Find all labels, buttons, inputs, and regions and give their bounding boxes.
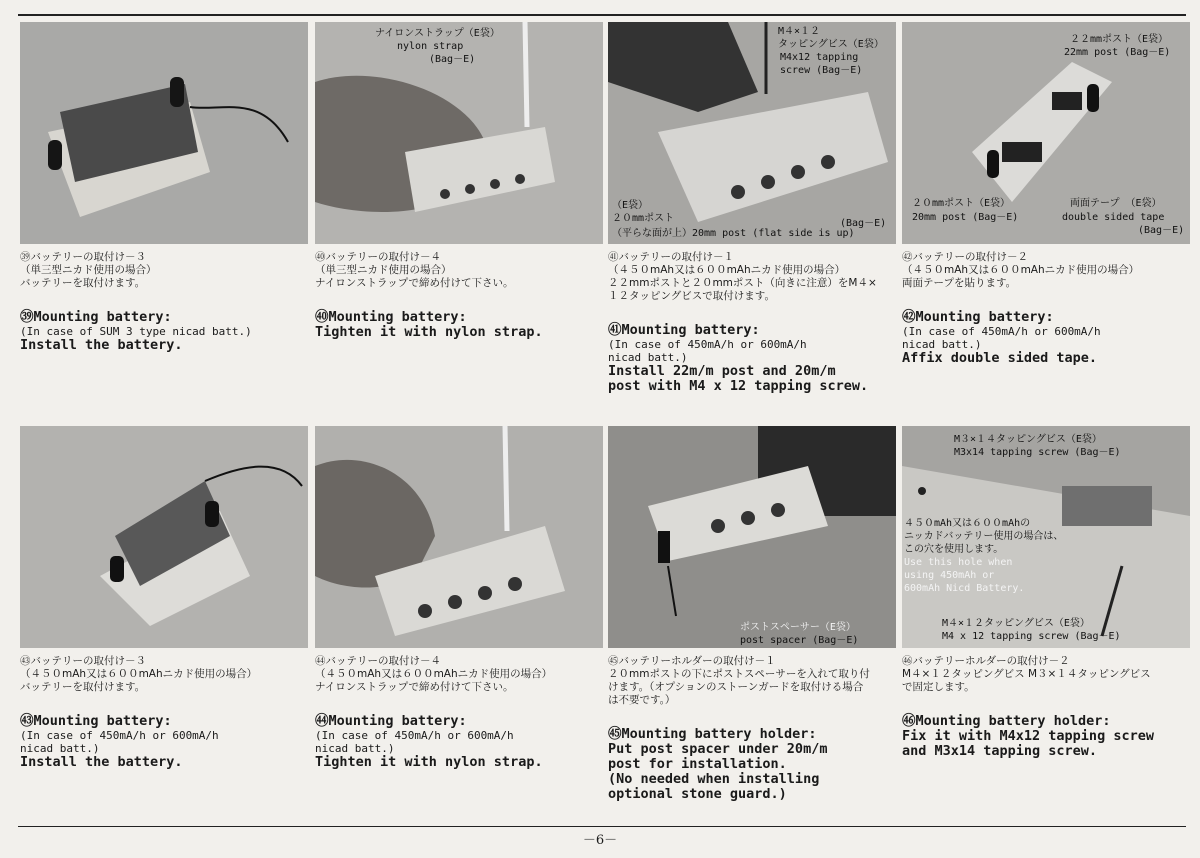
step-41-jp-text: ㊶バッテリーの取付け－１ （４５０mAh又は６００mAhニカド使用の場合） ２２mmポストと２０mmポスト（向きに注意）をM４× １２タッピングビスで取付けます。 [608, 251, 877, 302]
step-46-body: Fix it with M4x12 tapping screw and M3x14 tapping screw. [902, 728, 1154, 759]
step-43 [20, 426, 308, 770]
step-42-label-5: 両面テープ （E袋） [1070, 198, 1162, 209]
step-42 [902, 22, 1190, 366]
step-42-label-3: ２０mmポスト（E袋） [912, 198, 1011, 209]
step-41-note: (In case of 450mA/h or 600mA/h nicad batt.) [608, 338, 807, 364]
top-rule [18, 14, 1186, 16]
page-number: －6－ [582, 833, 618, 848]
step-41-label-4: screw (Bag－E) [780, 65, 863, 76]
step-46-label-9: M４×１２タッピングビス（E袋） [942, 618, 1090, 629]
step-43-jp-text: ㊸バッテリーの取付け－３ （４５０mAh又は６００mAhニカド使用の場合） バッテリーを取付けます。 [20, 655, 258, 693]
step-40-label-1: ナイロンストラップ（E袋） [375, 28, 500, 39]
chassis-spacer-photo [608, 426, 896, 648]
step-43-body: Install the battery. [20, 754, 183, 770]
step-40-label-2: nylon strap [397, 41, 464, 52]
step-40 [315, 22, 603, 340]
step-45-body: Put post spacer under 20m/m post for installation. (No needed when installing optional stone guard.) [608, 741, 828, 802]
step-45-title: ㊺Mounting battery holder: [608, 726, 817, 742]
step-39-photo [20, 22, 308, 244]
step-45-photo [608, 426, 896, 648]
step-43-note: (In case of 450mA/h or 600mA/h nicad batt.) [20, 729, 219, 755]
step-46-label-2: M3x14 tapping screw (Bag－E) [954, 447, 1121, 458]
step-40-body: Tighten it with nylon strap. [315, 324, 543, 340]
step-41-body: Install 22m/m post and 20m/m post with M4 x 12 tapping screw. [608, 363, 869, 394]
step-39 [20, 22, 308, 353]
step-42-body: Affix double sided tape. [902, 350, 1098, 366]
step-40-title: ㊵Mounting battery: [315, 309, 467, 325]
step-41-title: ㊶Mounting battery: [608, 322, 760, 338]
step-44-note: (In case of 450mA/h or 600mA/h nicad batt.) [315, 729, 514, 755]
step-40-label-3: (Bag－E) [429, 54, 476, 65]
step-45-label-1: ポストスペーサー（E袋） [740, 622, 856, 633]
step-39-title: ㊴Mounting battery: [20, 309, 172, 325]
step-42-title: ㊷Mounting battery: [902, 309, 1054, 325]
step-42-label-4: 20mm post (Bag－E) [912, 212, 1019, 223]
step-46 [902, 426, 1190, 759]
step-40-photo [315, 22, 603, 244]
step-41-label-7: （平らな面が上）20mm post (flat side is up) [612, 228, 855, 239]
step-45-jp-text: ㊺バッテリーホルダーの取付け－１ ２０mmポストの下にポストスペーサーを入れて取り付 けます。（オプションのストーンガードを取付ける場合 は不要です。） [608, 655, 870, 706]
step-44-jp-text: ㊹バッテリーの取付け－４ （４５０mAh又は６００mAhニカド使用の場合） ナイロンストラップで締め付けて下さい。 [315, 655, 553, 693]
step-46-label-4: ニッカドバッテリー使用の場合は、 [904, 531, 1064, 542]
battery-pack-photo [20, 22, 308, 244]
step-42-label-1: ２２mmポスト（E袋） [1070, 34, 1169, 45]
step-40-jp-text: ㊵バッテリーの取付け－４ （単三型ニカド使用の場合） ナイロンストラップで締め付けて下さい。 [315, 251, 514, 289]
bottom-rule [18, 826, 1186, 827]
step-46-title: ㊻Mounting battery holder: [902, 713, 1111, 729]
step-42-label-6: double sided tape [1062, 212, 1165, 223]
step-44-photo [315, 426, 603, 648]
step-41-label-5: （E袋） [612, 200, 649, 211]
step-46-label-6: Use this hole when [904, 557, 1013, 568]
step-46-label-3: ４５０mAh又は６００mAhの [904, 518, 1031, 529]
step-41-label-8: (Bag－E) [840, 218, 887, 229]
step-43-photo [20, 426, 308, 648]
step-46-label-8: 600mAh Nicd Battery. [904, 583, 1025, 594]
step-46-label-5: この穴を使用します。 [904, 544, 1004, 555]
hand-strap-photo-2 [315, 426, 603, 648]
step-42-note: (In case of 450mA/h or 600mA/h nicad batt.) [902, 325, 1101, 351]
step-39-body: Install the battery. [20, 337, 183, 353]
step-39-note: (In case of SUM 3 type nicad batt.) [20, 325, 252, 338]
step-41-label-6: ２０mmポスト [612, 213, 675, 224]
step-42-jp-text: ㊷バッテリーの取付け－２ （４５０mAh又は６００mAhニカド使用の場合） 両面テープを貼ります。 [902, 251, 1140, 289]
step-42-label-2: 22mm post (Bag－E) [1064, 47, 1171, 58]
step-44-title: ㊹Mounting battery: [315, 713, 467, 729]
step-46-photo [902, 426, 1190, 648]
battery-holder-photo [20, 426, 308, 648]
step-41-label-1: M４×１２ [778, 26, 821, 37]
step-44-body: Tighten it with nylon strap. [315, 754, 543, 770]
step-41-label-3: M4x12 tapping [780, 52, 859, 63]
step-41 [608, 22, 896, 394]
step-43-title: ㊸Mounting battery: [20, 713, 172, 729]
step-46-jp-text: ㊻バッテリーホルダーの取付け－２ M４×１２タッピングビス M３×１４タッピングビス で固定します。 [902, 655, 1151, 693]
step-45-label-2: post spacer (Bag－E) [740, 635, 859, 646]
step-44 [315, 426, 603, 770]
step-46-label-10: M4 x 12 tapping screw (Bag－E) [942, 631, 1121, 642]
step-46-label-7: using 450mAh or [904, 570, 995, 581]
step-42-photo [902, 22, 1190, 244]
step-45 [608, 426, 896, 802]
step-39-jp-text: ㊴バッテリーの取付け－３ （単三型ニカド使用の場合） バッテリーを取付けます。 [20, 251, 157, 289]
step-42-label-7: (Bag－E) [1138, 225, 1185, 236]
step-41-photo [608, 22, 896, 244]
step-46-label-1: M３×１４タッピングビス（E袋） [954, 434, 1102, 445]
step-41-label-2: タッピングビス（E袋） [778, 39, 884, 50]
